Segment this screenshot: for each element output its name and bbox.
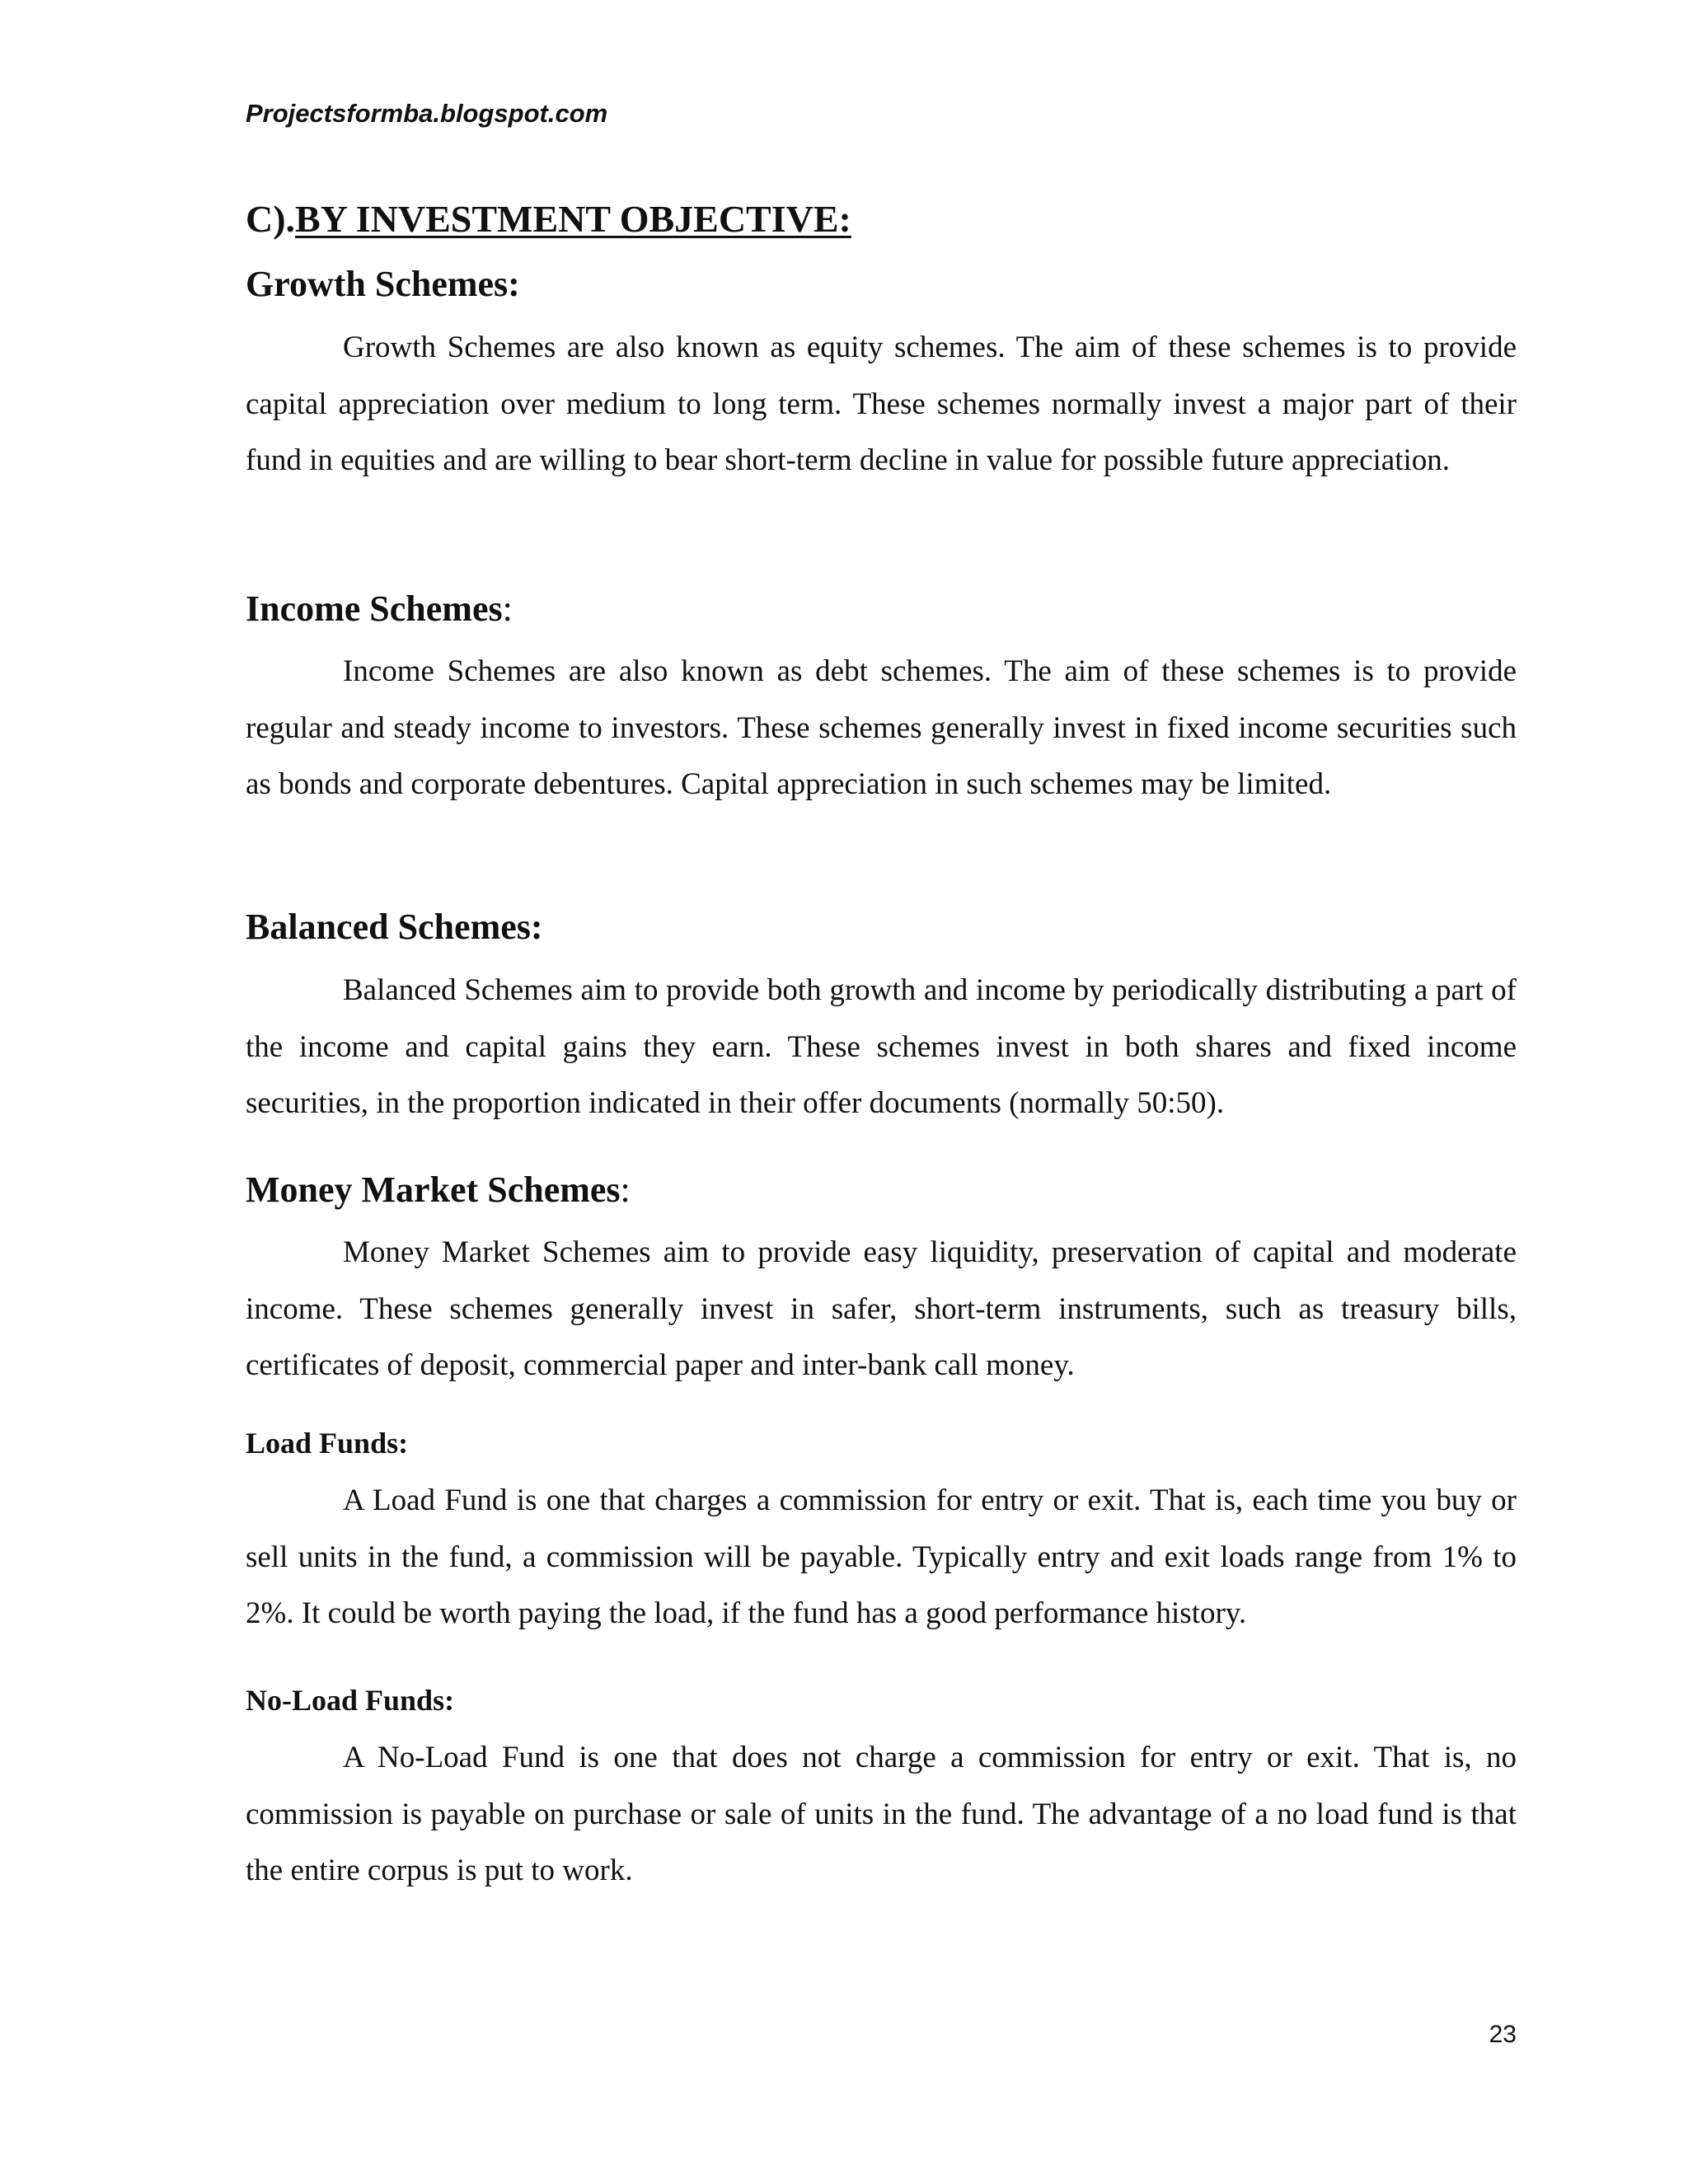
subsection-no-load-funds-body bbox=[246, 1730, 1517, 1900]
subsection-heading: Growth Schemes: bbox=[246, 264, 520, 304]
subsection-heading-text: Money Market Schemes bbox=[246, 1169, 621, 1210]
subsection-heading: Balanced Schemes: bbox=[246, 907, 543, 947]
subsection-no-load-funds bbox=[246, 1682, 1517, 1718]
subsection-money-market-schemes bbox=[246, 1168, 1517, 1212]
paragraph: A No-Load Fund is one that does not charge a commission for entry or exit. That is, no commission is payable on purchase or sale of units in the fund. The advantage of a no load fund is that the entire corpus is put to work. bbox=[246, 1741, 1517, 1887]
subsection-load-funds bbox=[246, 1425, 1517, 1461]
paragraph: Balanced Schemes aim to provide both growth and income by periodically distributing a part of the income and capital gains they earn. These schemes invest in both shares and fixed income securities, in the proportion indicated in their offer documents (normally 50:50). bbox=[246, 973, 1517, 1120]
section-title bbox=[246, 198, 851, 241]
paragraph: Money Market Schemes aim to provide easy liquidity, preservation of capital and moderate income. These schemes generally invest in safer, short-term instruments, such as treasury bills, certificates of deposit, commercial paper and inter-bank call money. bbox=[246, 1235, 1517, 1382]
subsection-heading: No-Load Funds: bbox=[246, 1684, 455, 1717]
subsection-income-body bbox=[246, 644, 1517, 813]
paragraph: Growth Schemes are also known as equity schemes. The aim of these schemes is to provide capital appreciation over medium to long term. These schemes normally invest a major part of their fund in equities and are willing to bear short-term decline in value for possible future appreciation. bbox=[246, 330, 1517, 477]
subsection-growth-schemes bbox=[246, 262, 1517, 307]
subsection-heading: Load Funds: bbox=[246, 1427, 409, 1460]
subsection-heading bbox=[246, 587, 1517, 631]
subsection-growth-body bbox=[246, 320, 1517, 490]
subsection-balanced-body bbox=[246, 963, 1517, 1132]
subsection-income-schemes bbox=[246, 587, 1517, 631]
section-title-text: BY INVESTMENT OBJECTIVE: bbox=[295, 198, 851, 240]
subsection-balanced-schemes bbox=[246, 905, 1517, 949]
subsection-heading-text: Income Schemes bbox=[246, 588, 503, 629]
section-prefix: C). bbox=[246, 198, 296, 240]
subsection-heading-colon: : bbox=[620, 1169, 631, 1210]
subsection-heading-colon: : bbox=[502, 588, 513, 629]
paragraph: A Load Fund is one that charges a commission for entry or exit. That is, each time you buy or sell units in the fund, a commission will be payable. Typically entry and exit loads range from 1% to 2%. It could be worth paying the load, if the fund has a good performance history. bbox=[246, 1483, 1517, 1630]
page-number: 23 bbox=[1489, 2021, 1517, 2048]
subsection-load-funds-body bbox=[246, 1473, 1517, 1643]
document-page bbox=[246, 0, 1517, 2184]
page-header-site: Projectsformba.blogspot.com bbox=[246, 99, 608, 128]
subsection-heading bbox=[246, 1168, 1517, 1212]
subsection-money-market-body bbox=[246, 1225, 1517, 1394]
paragraph: Income Schemes are also known as debt schemes. The aim of these schemes is to provide regular and steady income to investors. These schemes generally invest in fixed income securities such as bonds and corporate debentures. Capital appreciation in such schemes may be limited. bbox=[246, 654, 1517, 801]
